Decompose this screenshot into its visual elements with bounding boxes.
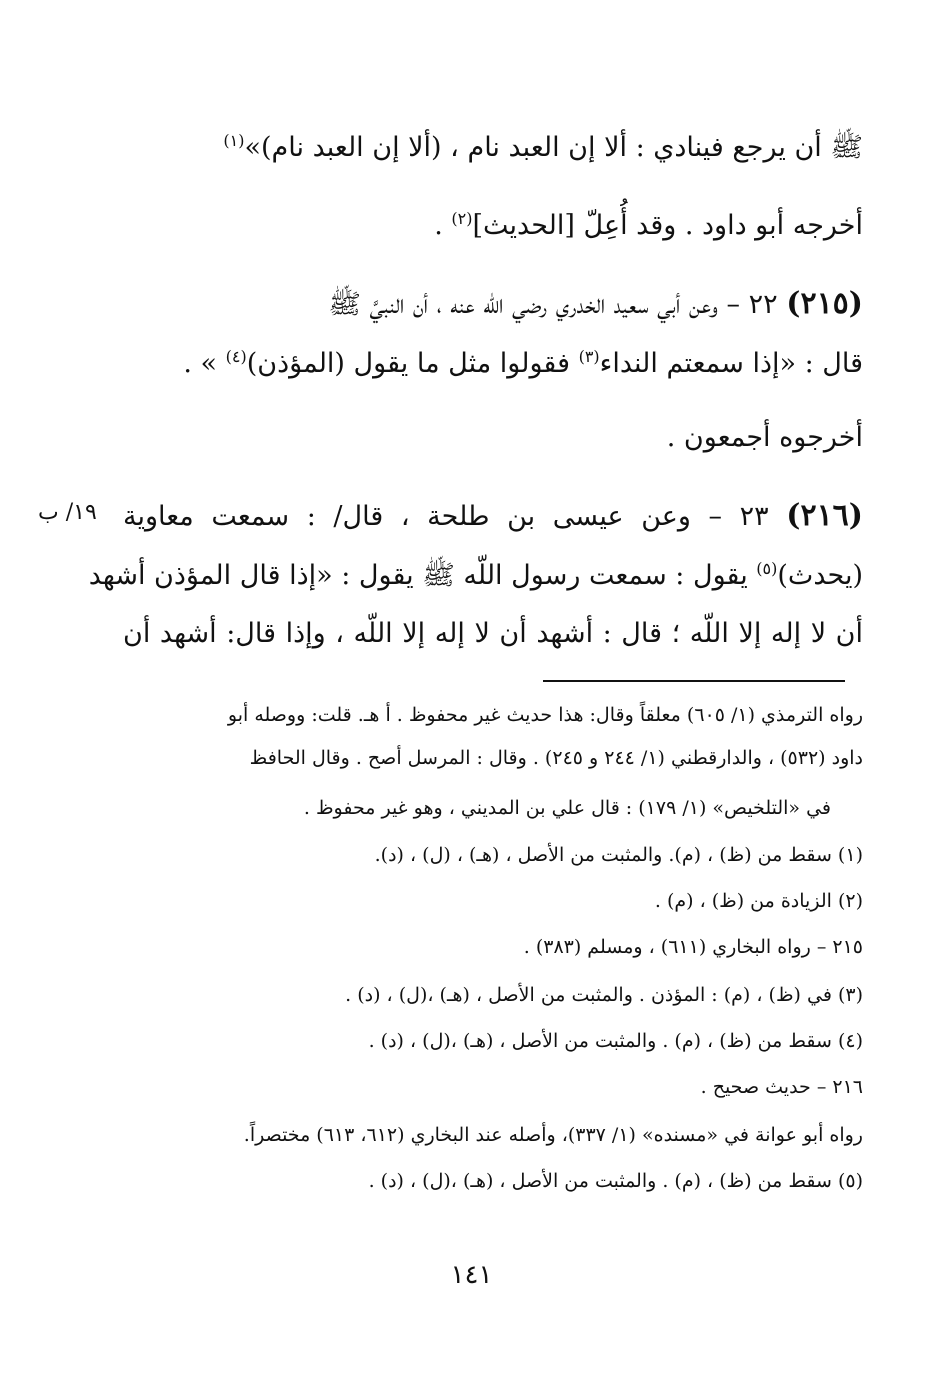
footnote-line: (٢) الزيادة من (ظ) ، (م) . bbox=[654, 890, 863, 912]
footnote-line: (١) سقط من (ظ) ، (م). والمثبت من الأصل ، (هـ) ، (ل) ، (د). bbox=[374, 844, 863, 866]
hadith-215-line bbox=[123, 344, 863, 384]
text-segment: ﷺ أن يرجع فينادي : ألا إن العبد نام ، (ألا إن العبد نام)» bbox=[244, 132, 863, 163]
footnote-ref: (٥) bbox=[756, 559, 778, 578]
hadith-216-line bbox=[123, 496, 863, 537]
text-segment: أخرجه أبو داود . وقد أُعِلّ [الحديث] bbox=[472, 210, 863, 241]
text-segment: ٢٢ – وعن أبي سعيد الخدري رضي اللّه عنه ، أن النبيَّ ﷺ bbox=[328, 289, 787, 320]
text-segment: . bbox=[434, 210, 452, 241]
footnote-line: في «التلخيص» (١/ ١٧٩) : قال علي بن المديني ، وهو غير محفوظ . bbox=[303, 797, 831, 819]
main-text-line bbox=[123, 128, 863, 168]
hadith-216-line bbox=[123, 614, 863, 654]
footnote-ref: (٤) bbox=[225, 347, 247, 366]
footnote-line: (٤) سقط من (ظ) ، (م) . والمثبت من الأصل ، (هـ) ،(ل) ، (د) . bbox=[368, 1030, 863, 1052]
hadith-215-line bbox=[123, 284, 863, 325]
footnote-line: داود (٥٣٢) ، والدارقطني (١/ ٢٤٤ و ٢٤٥) . وقال : المرسل أصح . وقال الحافظ bbox=[249, 747, 863, 769]
footnote-line: رواه أبو عوانة في «مسنده» (١/ ٣٣٧)، وأصله عند البخاري (٦١٢، ٦١٣) مختصراً. bbox=[243, 1124, 863, 1146]
footnote-separator bbox=[543, 680, 845, 682]
text-segment: أخرجوه أجمعون . bbox=[666, 422, 863, 453]
marginal-folio-note: ١٩/ ب bbox=[38, 500, 97, 525]
hadith-number: (٢١٦) bbox=[786, 498, 863, 533]
footnote-line: ٢١٦ – حديث صحيح . bbox=[700, 1076, 863, 1098]
text-segment: ٢٣ – وعن عيسى بن طلحة ، قال/ : سمعت معاوية bbox=[123, 501, 787, 532]
footnote-line: رواه الترمذي (١/ ٦٠٥) معلقاً وقال: هذا حديث غير محفوظ . أ هـ. قلت: ووصله أبو bbox=[227, 704, 863, 726]
hadith-number: (٢١٥) bbox=[786, 286, 863, 321]
text-segment: قال : «إذا سمعتم النداء bbox=[599, 348, 863, 379]
text-segment: أن لا إله إلا اللّه ؛ قال : أشهد أن لا إله إلا اللّه ، وإذا قال: أشهد أن bbox=[123, 618, 863, 649]
hadith-215-line bbox=[123, 418, 863, 458]
text-segment: (يحدث) bbox=[777, 560, 863, 591]
text-segment: فقولوا مثل ما يقول (المؤذن) bbox=[246, 348, 579, 379]
footnote-line: (٣) في (ظ) ، (م) : المؤذن . والمثبت من الأصل ، (هـ) ،(ل) ، (د) . bbox=[345, 984, 863, 1006]
hadith-216-line bbox=[88, 556, 863, 596]
main-text-line bbox=[123, 206, 863, 246]
footnote-line: ٢١٥ – رواه البخاري (٦١١) ، ومسلم (٣٨٣) . bbox=[523, 936, 863, 958]
footnote-ref: (١) bbox=[223, 131, 245, 150]
text-segment: يقول : سمعت رسول اللّه ﷺ يقول : «إذا قال المؤذن أشهد bbox=[88, 560, 757, 591]
footnote-ref: (٢) bbox=[451, 209, 473, 228]
page-number: ١٤١ bbox=[450, 1260, 493, 1290]
footnote-line: (٥) سقط من (ظ) ، (م) . والمثبت من الأصل ، (هـ) ،(ل) ، (د) . bbox=[368, 1170, 863, 1192]
text-segment: » . bbox=[183, 348, 226, 379]
footnote-ref: (٣) bbox=[578, 347, 600, 366]
